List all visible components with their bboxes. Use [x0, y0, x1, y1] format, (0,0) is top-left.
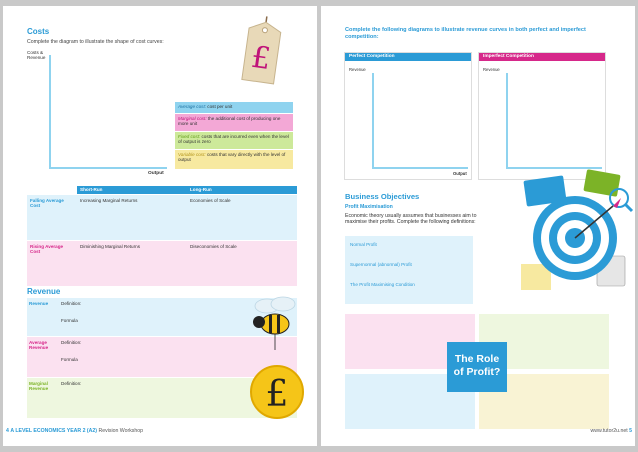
- price-tag-icon: [227, 12, 296, 90]
- diagram-x-label: Output: [453, 171, 467, 176]
- list-item: Normal Profit: [350, 242, 377, 247]
- role-of-profit-box: [447, 342, 507, 392]
- left-page: [3, 6, 317, 446]
- right-page: [321, 6, 635, 446]
- revenue-curves-instruction: Complete the following diagrams to illustrate revenue curves in both perfect and imperfect competition:: [345, 27, 586, 40]
- definition-term: Average cost:: [178, 104, 207, 109]
- row-short-run: Increasing Marginal Returns: [80, 198, 138, 203]
- definition-variable-cost: [175, 150, 293, 169]
- diagram-y-label: Revenue: [349, 67, 366, 72]
- revenue-title: Revenue: [27, 287, 61, 296]
- definition-text: costs that are incurred even when the level of output is zero: [178, 134, 289, 145]
- footer-page-number-right: 5: [629, 428, 632, 434]
- definition-text: costs that vary directly with the level of output: [178, 152, 286, 163]
- footer-left: [6, 428, 143, 434]
- diagram-y-label: Revenue: [483, 67, 500, 72]
- definition-average-cost: [175, 102, 293, 113]
- costs-x-axis: [49, 167, 167, 169]
- costs-instruction: Complete the diagram to illustrate the shape of cost curves:: [27, 39, 164, 45]
- table-row: [27, 194, 297, 240]
- bee-with-coin-icon: [249, 294, 309, 434]
- tag-pound-symbol: £: [249, 39, 273, 78]
- definition-prompt: Definition:: [61, 301, 82, 306]
- revenue-row-label: Average Revenue: [29, 340, 49, 351]
- table-header-short-run: Short-Run: [80, 187, 103, 192]
- target-with-arrow-icon: [517, 168, 635, 308]
- business-objectives-text: Economic theory usually assumes that businesses aim to maximise their profits. Complete the following definitions:: [345, 213, 477, 226]
- row-label: Rising Average Cost: [30, 244, 64, 255]
- perfect-competition-diagram: [344, 52, 472, 180]
- row-label: Falling Average Cost: [30, 198, 64, 209]
- cost-table: [27, 186, 297, 286]
- costs-y-axis: [49, 55, 51, 169]
- footer-url: www.tutor2u.net: [590, 428, 628, 434]
- footer-page-number: 4: [6, 428, 9, 434]
- definition-fixed-cost: [175, 132, 293, 149]
- footer-title: A LEVEL ECONOMICS YEAR 2 (A2): [10, 428, 98, 434]
- diagram-x-axis: [372, 167, 468, 169]
- footer-suffix: Revision Workshop: [98, 428, 144, 434]
- definition-text: cost per unit: [206, 104, 233, 109]
- definition-marginal-cost: [175, 114, 293, 131]
- list-item: Supernormal (abnormal) Profit: [350, 262, 412, 267]
- definition-prompt: Definition:: [61, 381, 82, 386]
- diagram-title: Perfect Competition: [345, 53, 471, 61]
- role-line-2: of Profit?: [453, 366, 501, 378]
- list-item: The Profit Maximising Condition: [350, 282, 415, 287]
- diagram-y-axis: [506, 73, 508, 169]
- definition-prompt: Definition:: [61, 340, 82, 345]
- coin-pound-symbol: £: [265, 374, 289, 415]
- definition-text: the additional cost of producing one more unit: [178, 116, 281, 127]
- revenue-row-label: Marginal Revenue: [29, 381, 49, 392]
- formula-prompt: Formula: [61, 318, 78, 323]
- revenue-row-label: Revenue: [29, 301, 49, 306]
- profit-definitions-box: [345, 236, 473, 304]
- diagram-y-axis: [372, 73, 374, 169]
- definition-term: Marginal cost:: [178, 116, 207, 121]
- imperfect-competition-diagram: [478, 52, 606, 180]
- row-short-run: Diminishing Marginal Returns: [80, 244, 140, 249]
- profit-maximisation-subtitle: Profit Maximisation: [345, 204, 393, 210]
- row-long-run: Diseconomies of Scale: [190, 244, 237, 249]
- table-header: [27, 186, 297, 194]
- costs-y-axis-label: Costs & Revenue: [27, 50, 46, 61]
- table-header-long-run: Long-Run: [190, 187, 212, 192]
- table-header-empty: [27, 186, 77, 194]
- costs-title: Costs: [27, 27, 50, 36]
- definition-term: Variable cost:: [178, 152, 206, 157]
- table-row: [27, 240, 297, 286]
- formula-prompt: Formula: [61, 357, 78, 362]
- diagram-title: Imperfect Competition: [479, 53, 605, 61]
- role-line-1: The Role: [454, 353, 500, 365]
- costs-x-axis-label: Output: [148, 171, 164, 176]
- definition-term: Fixed cost:: [178, 134, 201, 139]
- row-long-run: Economies of Scale: [190, 198, 231, 203]
- footer-right: [590, 428, 632, 434]
- business-objectives-title: Business Objectives: [345, 192, 420, 201]
